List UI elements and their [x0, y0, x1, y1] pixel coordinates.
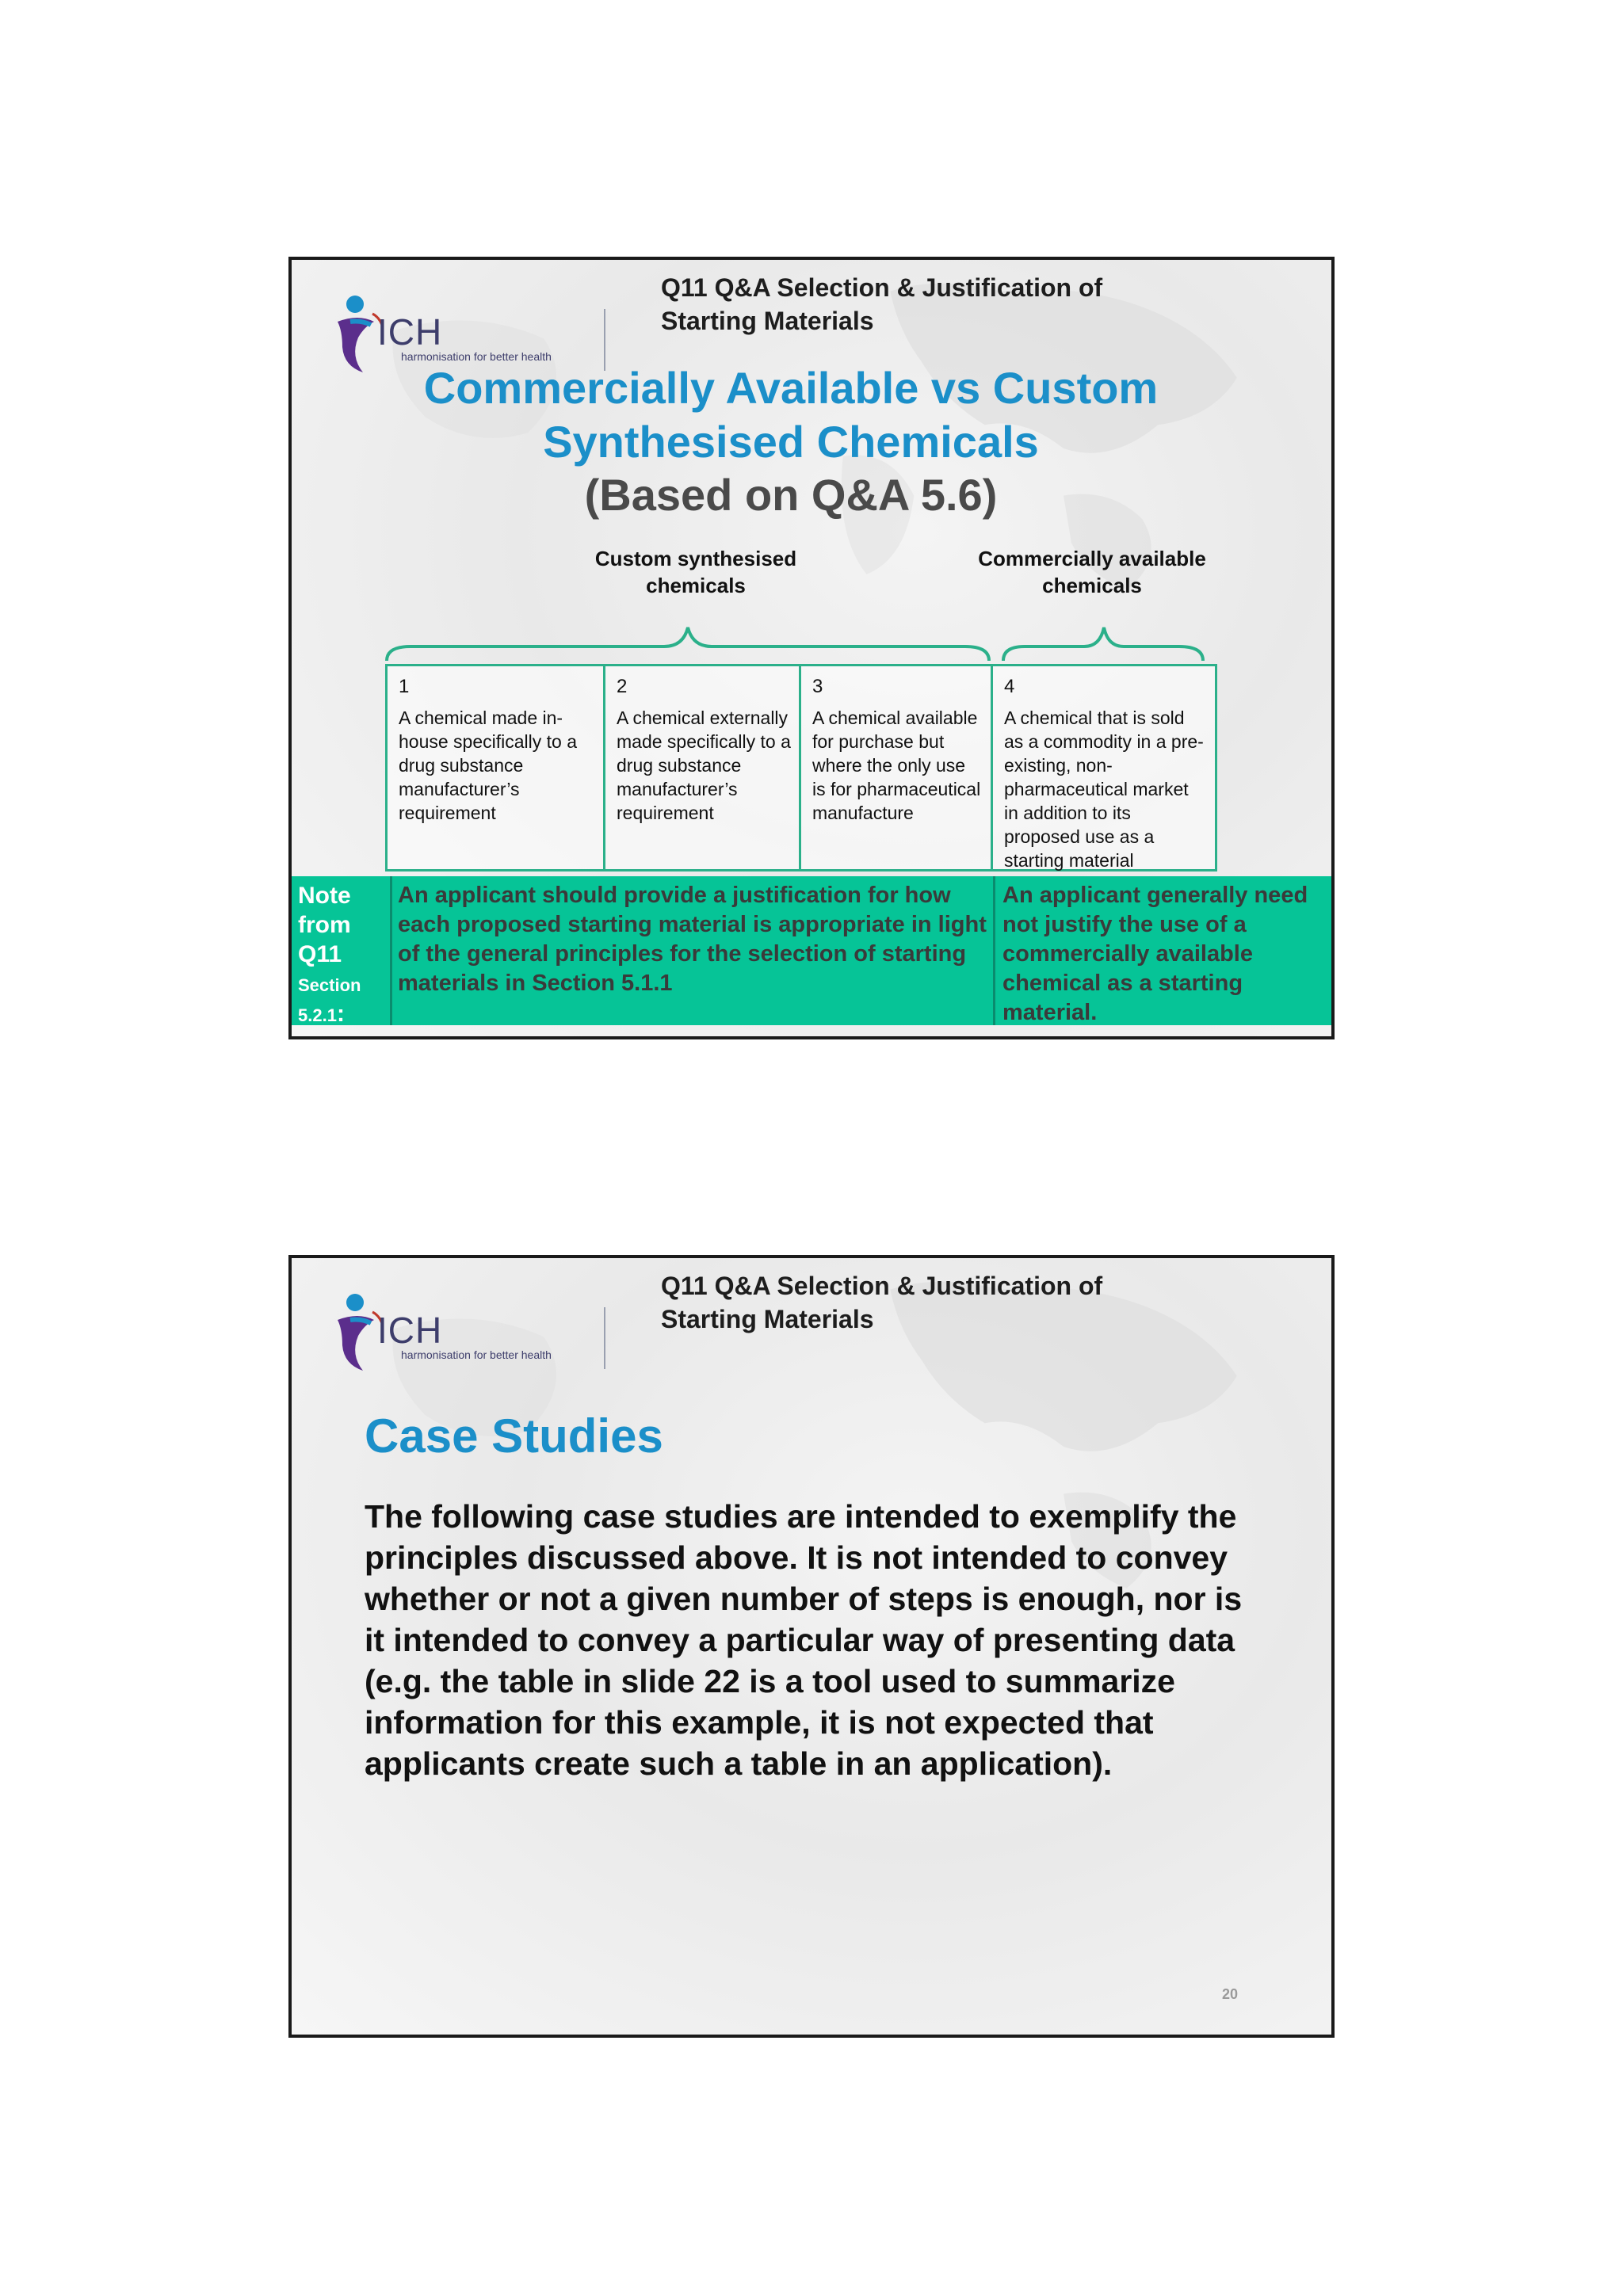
header-divider [604, 1307, 605, 1369]
slide-title: Case Studies [365, 1409, 663, 1463]
slide-title: Commercially Available vs Custom Synthesised Chemicals [423, 363, 1159, 467]
category-description: A chemical that is sold as a commodity in a pre-existing, non-pharmaceutical market in addition to its proposed use as a starting material [1004, 707, 1204, 871]
category-number: 4 [1004, 676, 1015, 697]
grouping-braces [292, 621, 1335, 669]
note-band [292, 876, 1335, 1025]
category-number: 3 [812, 676, 823, 697]
slide-body: The following case studies are intended to exemplify the principles discussed above. It is not intended to convey whether or not a given number of steps is enough, nor is it intended to convey a particular way of presenting data (e.g. the table in slide 22 is a tool used to summarize information for this example, it is not expected that applicants create such a table in an application). [365, 1498, 1243, 1782]
category-description: A chemical externally made specifically to a drug substance manufacturer’s requirement [617, 707, 791, 823]
logo-name: ICH [377, 311, 443, 353]
logo-name: ICH [377, 1310, 443, 1351]
note-custom-text: An applicant should provide a justification for how each proposed starting material is appropriate in light of the general principles for the selection of starting materials in Section 5.1.1 [398, 883, 987, 996]
group-label-custom: Custom synthesised chemicals [594, 547, 797, 597]
slide-subtitle: (Based on Q&A 5.6) [584, 470, 998, 520]
category-box-4 [991, 664, 1217, 871]
slide-case-studies [288, 1255, 1335, 2038]
slide-header: Q11 Q&A Selection & Justification of Starting Materials [661, 1272, 1103, 1333]
note-label-section: Section 5.2.1 [298, 975, 361, 1025]
note-commercial-text: An applicant generally need not justify the use of a commercially available chemical as a starting material. [1002, 883, 1308, 1025]
ich-figure-icon [327, 1288, 572, 1375]
logo-tagline: harmonisation for better health [401, 1348, 552, 1361]
note-divider [993, 876, 995, 1025]
category-description: A chemical available for purchase but where the only use is for pharmaceutical manufacture [812, 707, 981, 823]
note-label-main: Note from Q11 [298, 883, 351, 967]
category-description: A chemical made in-house specifically to a drug substance manufacturer’s requirement [399, 707, 578, 823]
page-number: 20 [1221, 1986, 1238, 2002]
group-label-commercial: Commercially available chemicals [978, 547, 1206, 597]
category-box-3 [799, 664, 993, 871]
brace-custom [387, 627, 989, 661]
slide-header: Q11 Q&A Selection & Justification of Starting Materials [661, 273, 1103, 335]
brace-commercial [1003, 627, 1203, 661]
logo-tagline: harmonisation for better health [401, 350, 552, 363]
category-number: 1 [399, 676, 410, 697]
note-label-colon: : [336, 1001, 345, 1027]
note-divider [390, 876, 392, 1025]
category-box-2 [603, 664, 801, 871]
slide-commercial-vs-custom [288, 257, 1335, 1039]
category-number: 2 [617, 676, 628, 697]
note-label [298, 881, 387, 1029]
category-box-1 [385, 664, 605, 871]
